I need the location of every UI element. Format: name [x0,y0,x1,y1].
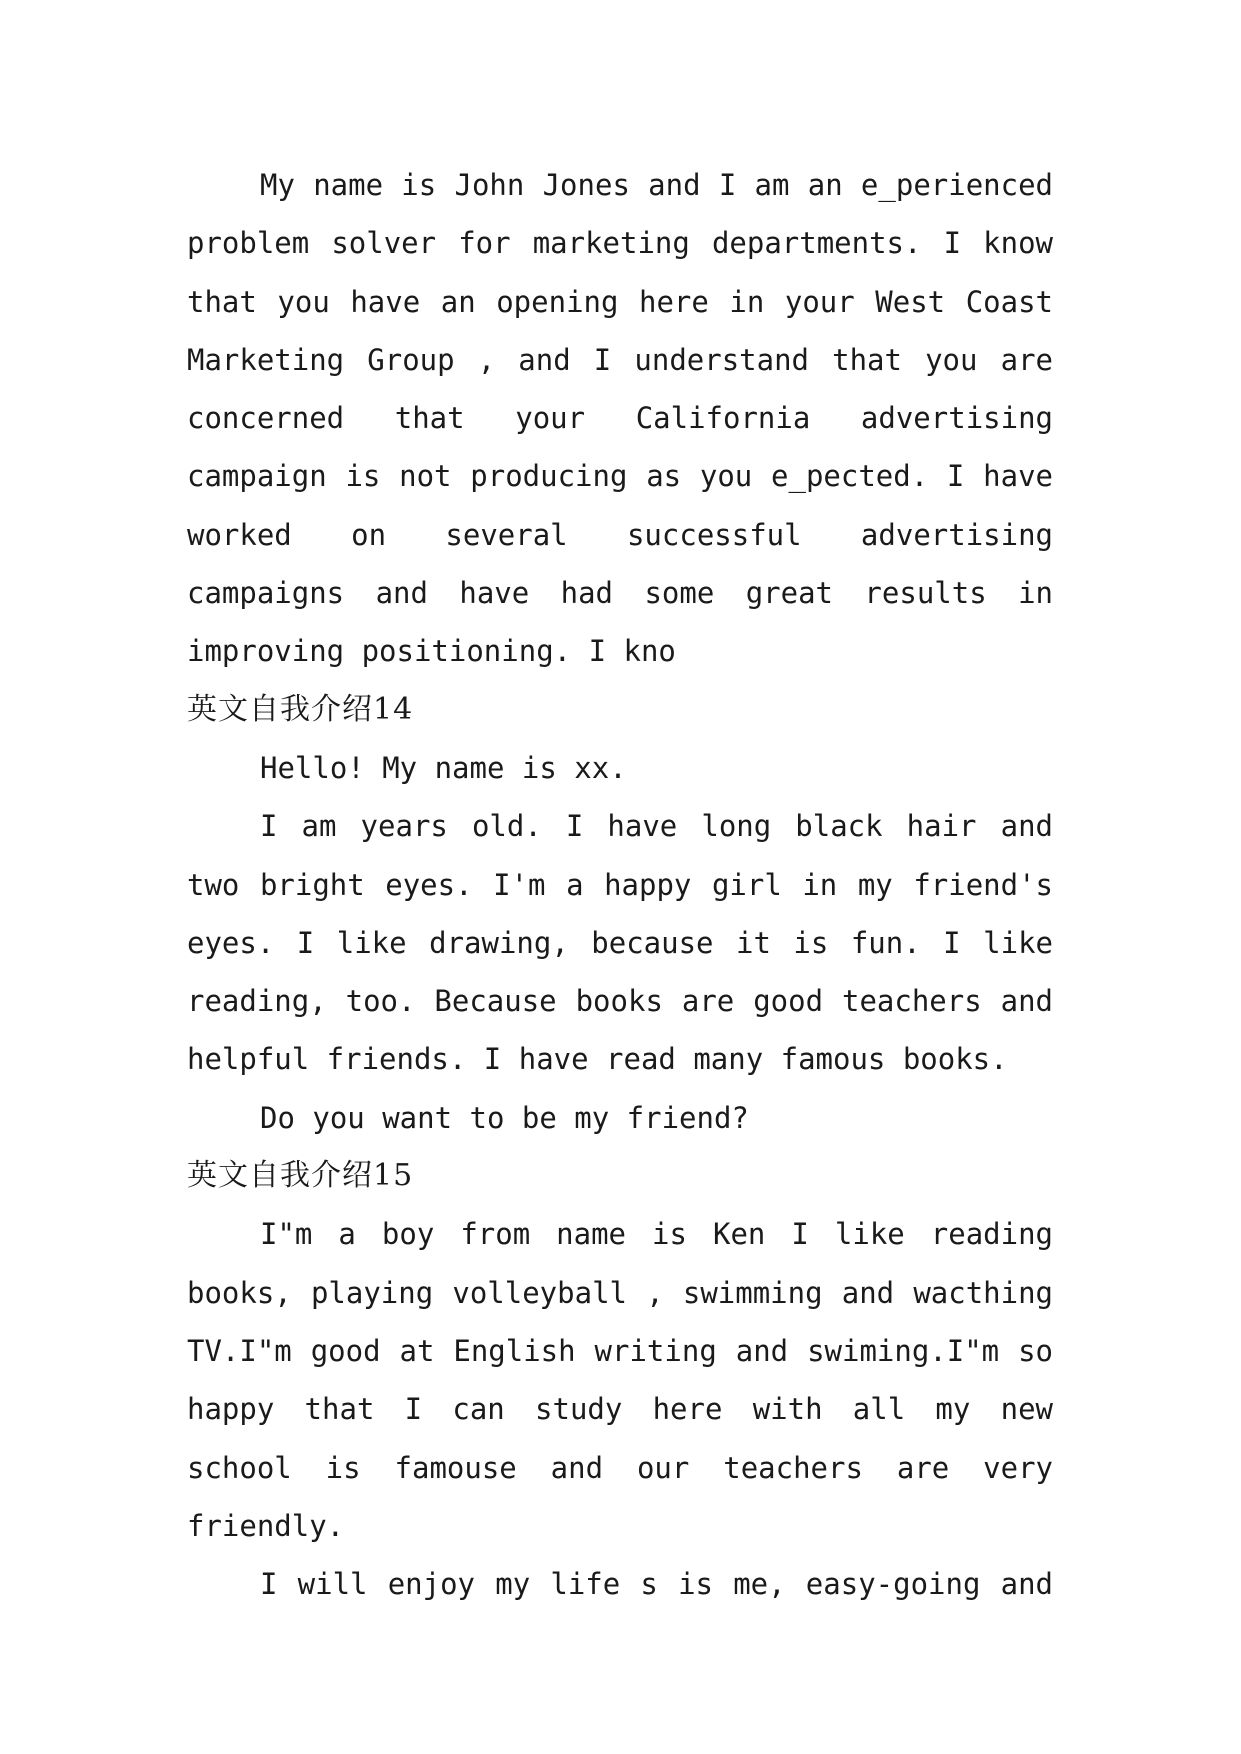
paragraph-hello: Hello! My name is xx. [260,750,627,785]
paragraph-intro-john: My name is John Jones and I am an e_perienced problem solver for marketing departments. I know that you have an opening here in your West Coast Marketing Group , and I understand that you are concerned that your California advertising campaign is not producing as you e_pected. I have worked on several successful advertising campaigns and have had some great results in improving positioning. I kno [187,168,1053,669]
section-heading-14: 英文自我介绍14 [187,691,414,727]
document-body [187,156,1053,1613]
paragraph-about-girl: I am years old. I have long black hair and two bright eyes. I'm a happy girl in my friend's eyes. I like drawing, because it is fun. I like reading, too. Because books are good teachers and helpful friends. I have read many famous books. [187,809,1053,1077]
paragraph-friend-question: Do you want to be my friend? [260,1100,749,1135]
paragraph-enjoy-life: I will enjoy my life s is me, easy-going and [260,1567,1053,1602]
section-heading-15: 英文自我介绍15 [187,1158,414,1194]
paragraph-about-ken: I"m a boy from name is Ken I like reading books, playing volleyball , swimming and wacthing TV.I"m good at English writing and swiming.I"m so happy that I can study here with all my new school is famouse and our teachers are very friendly. [187,1217,1053,1543]
